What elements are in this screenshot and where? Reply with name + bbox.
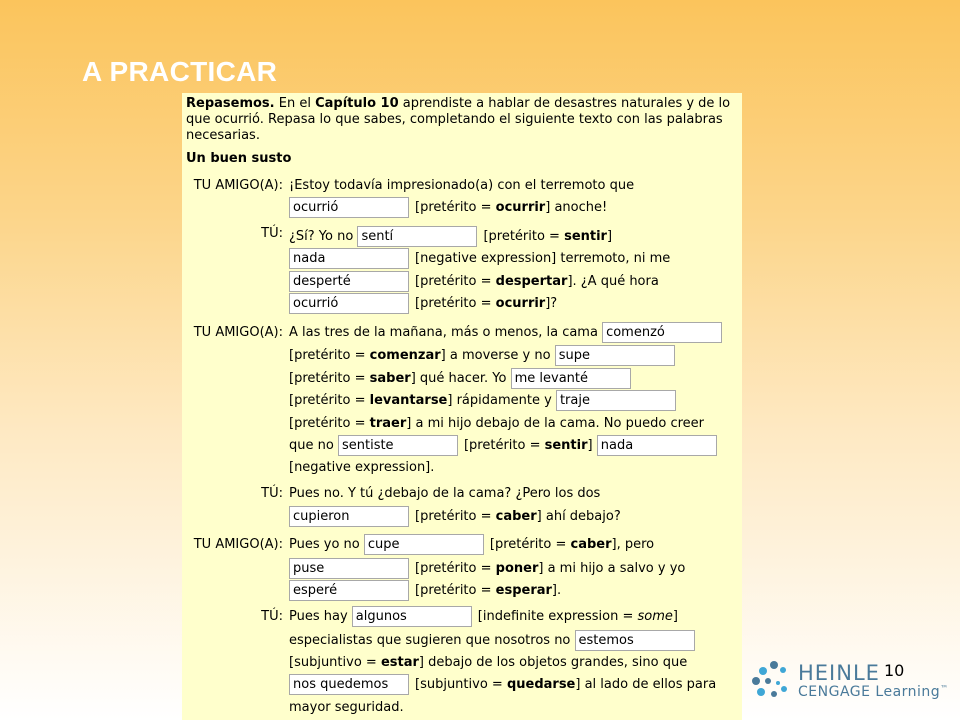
answer-field[interactable]: sentiste <box>338 435 458 456</box>
answer-field[interactable]: puse <box>289 558 409 579</box>
answer-field[interactable]: traje <box>556 390 676 411</box>
text-line: mayor seguridad. <box>289 700 404 715</box>
answer-field[interactable]: ocurrió <box>289 197 409 218</box>
answer-field[interactable]: cupe <box>364 534 484 555</box>
logo-sub: CENGAGE Learning™ <box>798 684 949 700</box>
answer-field[interactable]: ocurrió <box>289 293 409 314</box>
intro-chapter: Capítulo 10 <box>315 96 399 111</box>
speaker-tu: TÚ: <box>261 609 283 624</box>
answer-field[interactable]: supe <box>555 345 675 366</box>
text-line: ocurrió [pretérito = ocurrir]? <box>289 293 557 315</box>
text-line: esperé [pretérito = esperar]. <box>289 580 561 602</box>
text-line: puse [pretérito = poner] a mi hijo a salvo y yo <box>289 558 685 580</box>
intro-t2: aprendiste a hablar de desastres naturales y de lo que ocurrió. Repasa lo que sabes, completando el siguiente texto con las palabras necesarias. <box>186 96 731 143</box>
text-line: Pues no. Y tú ¿debajo de la cama? ¿Pero los dos <box>289 486 601 501</box>
intro-text <box>186 96 738 144</box>
answer-field[interactable]: estemos <box>575 630 695 651</box>
text-line: que no sentiste [pretérito = sentir] nada <box>289 435 717 457</box>
page-number: 10 <box>884 661 905 680</box>
speaker-amigo: TU AMIGO(A): <box>193 537 283 552</box>
heinle-cengage-logo <box>750 657 950 707</box>
answer-field[interactable]: desperté <box>289 271 409 292</box>
answer-field[interactable]: algunos <box>352 606 472 627</box>
story-title: Un buen susto <box>186 151 292 166</box>
answer-field[interactable]: cupieron <box>289 506 409 527</box>
text-line: [negative expression]. <box>289 460 435 475</box>
text-line: [pretérito = traer] a mi hijo debajo de la cama. No puedo creer <box>289 416 704 431</box>
text-line: [pretérito = comenzar] a moverse y no supe <box>289 345 675 367</box>
text-line: nos quedemos [subjuntivo = quedarse] al lado de ellos para <box>289 674 716 696</box>
text-line: [pretérito = saber] qué hacer. Yo me levanté <box>289 368 631 390</box>
text-line: A las tres de la mañana, más o menos, la cama comenzó <box>289 322 722 344</box>
slide-title: A PRACTICAR <box>82 56 278 87</box>
text-line: cupieron [pretérito = caber] ahí debajo? <box>289 506 621 528</box>
heinle-dots-logo-icon <box>750 659 794 703</box>
intro-t1: En el <box>274 96 316 111</box>
text-line: Pues yo no cupe [pretérito = caber], pero <box>289 534 654 556</box>
answer-field[interactable]: me levanté <box>511 368 631 389</box>
speaker-tu: TÚ: <box>261 486 283 501</box>
speaker-amigo: TU AMIGO(A): <box>193 178 283 193</box>
text-line: ocurrió [pretérito = ocurrir] anoche! <box>289 197 607 219</box>
speaker-tu: TÚ: <box>261 226 283 241</box>
text-line: [subjuntivo = estar] debajo de los objetos grandes, sino que <box>289 655 688 670</box>
text-line: desperté [pretérito = despertar]. ¿A qué hora <box>289 271 659 293</box>
answer-field[interactable]: esperé <box>289 580 409 601</box>
text-line: ¡Estoy todavía impresionado(a) con el terremoto que <box>289 178 635 193</box>
text-line: especialistas que sugieren que nosotros no estemos <box>289 630 695 652</box>
exercise-panel <box>182 93 742 720</box>
intro-lead: Repasemos. <box>186 96 275 111</box>
answer-field[interactable]: nada <box>597 435 717 456</box>
logo-brand: HEINLE <box>798 661 880 685</box>
answer-field[interactable]: sentí <box>357 226 477 247</box>
answer-field[interactable]: comenzó <box>602 322 722 343</box>
answer-field[interactable]: nada <box>289 248 409 269</box>
text-line: [pretérito = levantarse] rápidamente y traje <box>289 390 676 412</box>
text-line: Pues hay algunos [indefinite expression = some] <box>289 606 678 628</box>
speaker-amigo: TU AMIGO(A): <box>193 325 283 340</box>
answer-field[interactable]: nos quedemos <box>289 674 409 695</box>
text-line: nada [negative expression] terremoto, ni me <box>289 248 670 270</box>
text-line: ¿Sí? Yo no sentí [pretérito = sentir] <box>289 226 612 248</box>
